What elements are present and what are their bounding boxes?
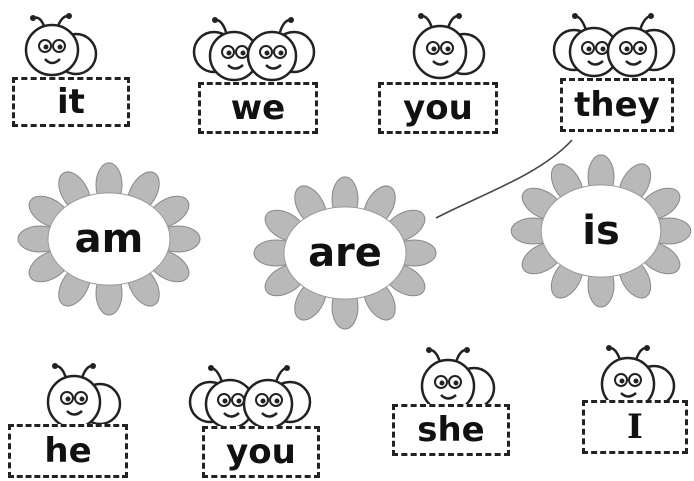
verb-flower-are[interactable] bbox=[250, 172, 440, 334]
pronoun-card-we[interactable]: we bbox=[198, 82, 318, 134]
verb-label: are bbox=[308, 230, 382, 276]
verb-flower-am[interactable] bbox=[14, 158, 204, 320]
verb-label: am bbox=[74, 216, 144, 262]
pronoun-card-they[interactable]: they bbox=[560, 78, 674, 132]
pronoun-card-it[interactable]: it bbox=[12, 77, 130, 127]
bee-icon bbox=[394, 10, 494, 90]
bee-icon bbox=[14, 12, 104, 86]
pronoun-card-she[interactable]: she bbox=[392, 404, 510, 456]
two-bees-icon bbox=[188, 10, 318, 90]
verb-flower-is[interactable] bbox=[508, 150, 694, 312]
pronoun-card-he[interactable]: he bbox=[8, 424, 128, 478]
two-bees-icon bbox=[548, 8, 678, 88]
pronoun-card-you-top[interactable]: you bbox=[378, 82, 498, 134]
pronoun-card-you-bottom[interactable]: you bbox=[202, 426, 320, 478]
pronoun-card-i[interactable]: I bbox=[582, 400, 688, 454]
verb-label: is bbox=[582, 208, 620, 254]
